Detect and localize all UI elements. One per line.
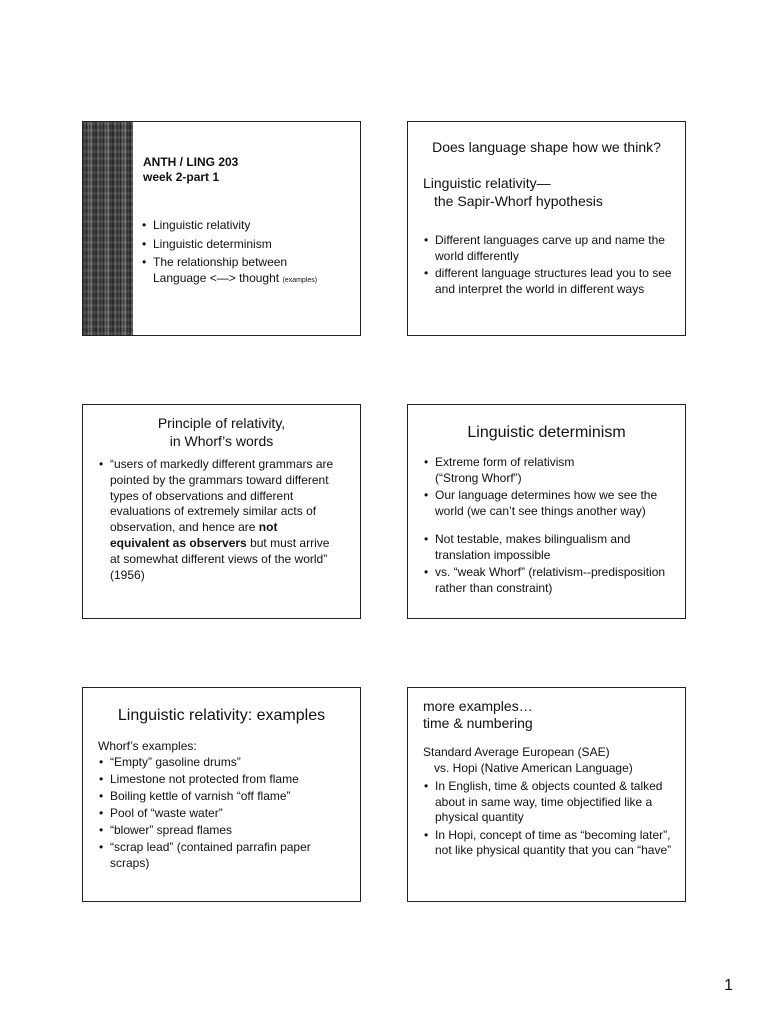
list-item: • In English, time & objects counted & talked about in same way, time objectified like a physical quantity <box>423 779 685 826</box>
slide-3 <box>82 404 361 619</box>
slide-title: Does language shape how we think? <box>432 139 661 155</box>
list-item: • “scrap lead” (contained parrafin paper scraps) <box>98 840 348 871</box>
list-item: • Pool of “waste water” <box>98 806 348 822</box>
list-item: • Different languages carve up and name the world differently <box>423 233 681 264</box>
list-item: • vs. “weak Whorf” (relativism--predisposition rather than constraint) <box>423 565 673 596</box>
slide-title: more examples… time & numbering <box>423 698 533 731</box>
list-item: • Our language determines how we see the world (we can’t see things another way) <box>423 488 681 519</box>
page-number: 1 <box>724 977 733 994</box>
list-item: • “users of markedly different grammars are pointed by the grammars toward different types of observations and different evaluations of extremely similar acts of observation, and hence are not equivalent as observers but must arrive at somewhat different views of the world” (1956) <box>98 457 338 583</box>
slide-title: Linguistic determinism <box>467 424 626 441</box>
course-title: ANTH / LING 203 week 2-part 1 <box>143 155 239 184</box>
slide-title: Linguistic relativity: examples <box>117 707 326 724</box>
slide-title: Principle of relativity, in Whorf’s words <box>157 415 286 449</box>
list-item: • Linguistic relativity <box>141 218 356 234</box>
list-item: • different language structures lead you to see and interpret the world in different ways <box>423 266 681 297</box>
tree-bark-image <box>83 122 133 335</box>
list-item: • Not testable, makes bilingualism and translation impossible <box>423 532 673 563</box>
list-item: • The relationship between Language <—> thought (examples) <box>141 255 356 288</box>
list-item: • Boiling kettle of varnish “off flame” <box>98 789 348 805</box>
slide-2 <box>407 121 686 336</box>
bullet-list <box>423 455 681 519</box>
list-item: • Linguistic determinism <box>141 237 356 253</box>
slide-subtitle: Linguistic relativity— the Sapir-Whorf hypothesis <box>423 175 603 209</box>
slide-1 <box>82 121 361 336</box>
sae-heading: Standard Average European (SAE) vs. Hopi (Native American Language) <box>423 745 633 775</box>
slide-5 <box>82 687 361 902</box>
examples-list <box>98 755 348 871</box>
quote-list <box>98 457 338 583</box>
list-item: • “Empty” gasoline drums” <box>98 755 348 771</box>
topic-list <box>141 218 356 288</box>
bullet-list <box>423 779 685 859</box>
list-item: • Limestone not protected from flame <box>98 772 348 788</box>
slide-4 <box>407 404 686 619</box>
list-item: • “blower” spread flames <box>98 823 348 839</box>
slide-6 <box>407 687 686 902</box>
examples-intro: Whorf’s examples: <box>98 739 197 753</box>
bullet-list <box>423 233 681 297</box>
list-item: • Extreme form of relativism (“Strong Whorf”) <box>423 455 595 486</box>
list-item: • In Hopi, concept of time as “becoming later”, not like physical quantity that you can “have” <box>423 828 685 859</box>
bullet-list-2 <box>423 532 673 596</box>
